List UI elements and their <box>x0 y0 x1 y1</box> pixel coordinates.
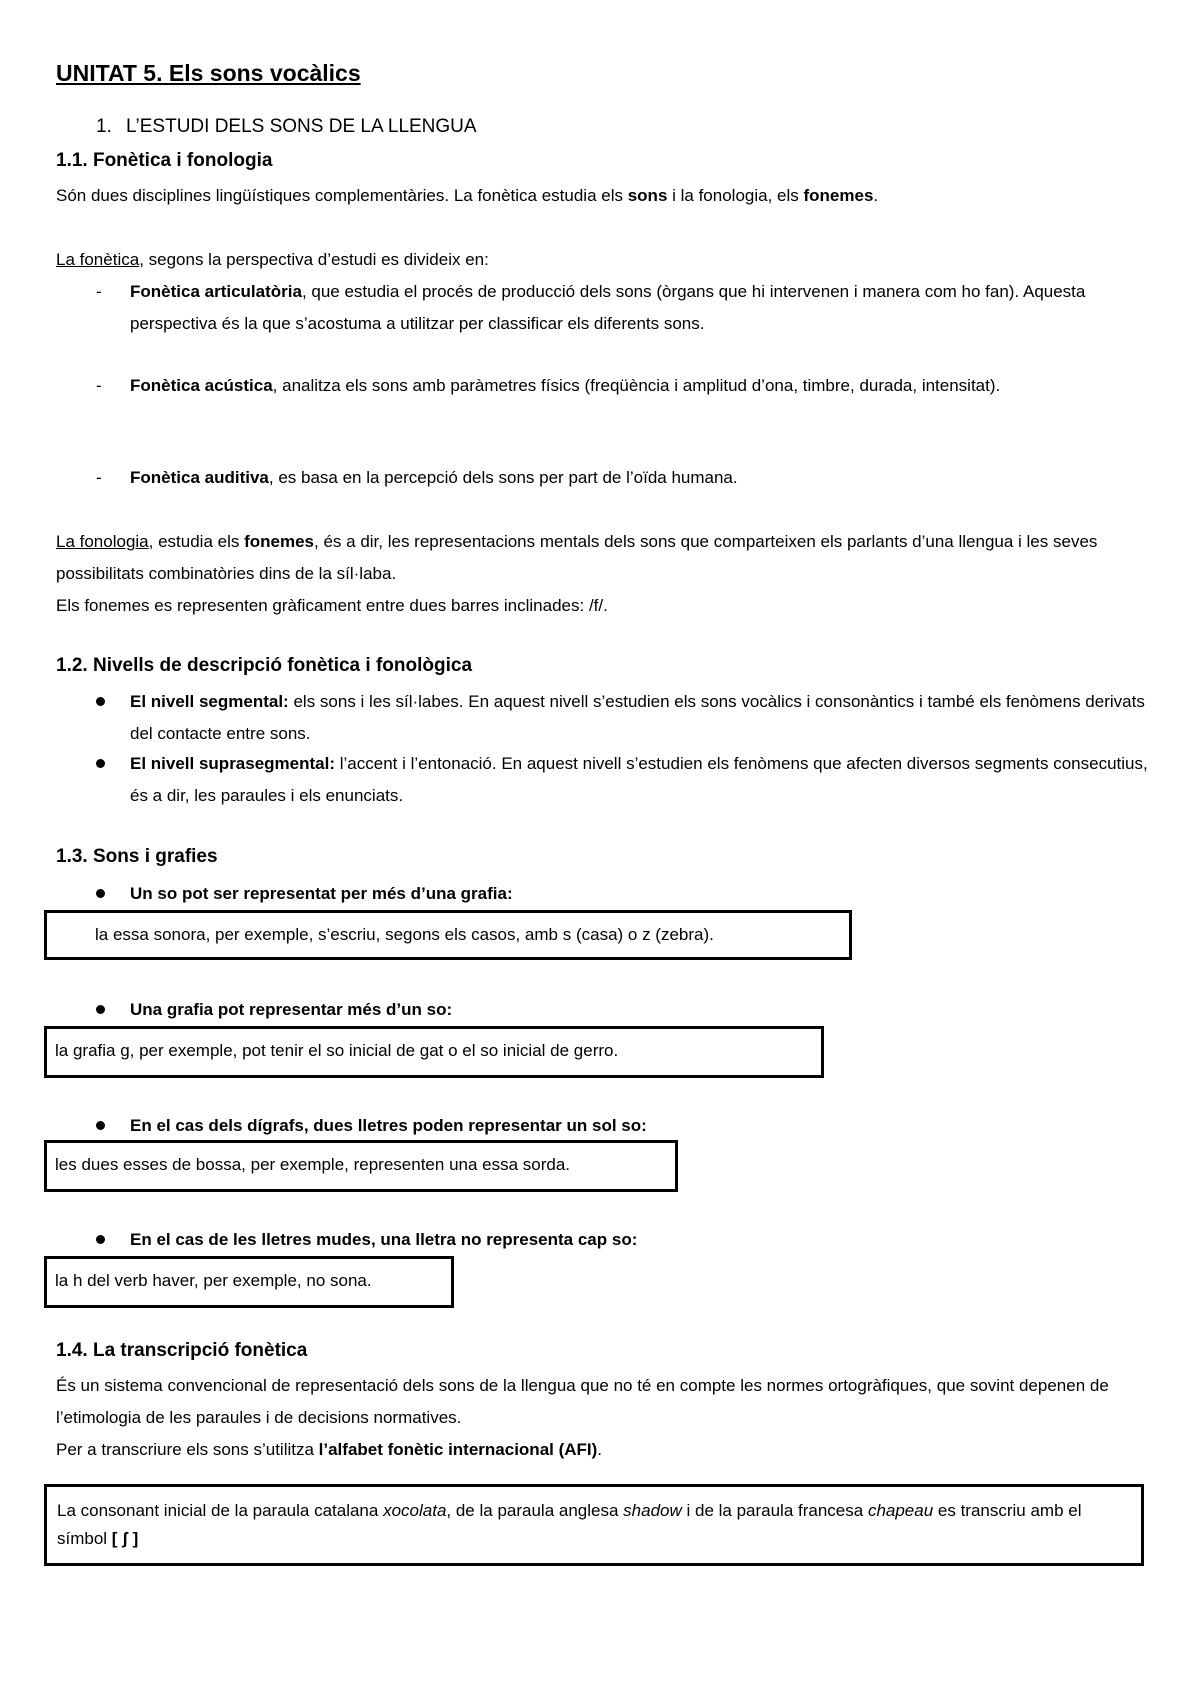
afi-paragraph <box>56 1434 1156 1466</box>
fonologia-label: La fonologia <box>56 532 149 551</box>
fonologia-text: , estudia els <box>148 532 245 551</box>
item-text: els sons i les síl·labes. En aquest nivell s’estudien els sons vocàlics i consonàntics i també els fenòmens derivats del contacte entre sons. <box>130 692 1145 743</box>
intro-paragraph <box>56 180 1156 212</box>
dash-marker: - <box>96 468 102 487</box>
page-title: UNITAT 5. Els sons vocàlics <box>56 60 361 86</box>
dash-list-item <box>96 276 1156 340</box>
intro-bold-sons: sons <box>627 186 668 205</box>
transcription-example-box <box>44 1484 1144 1566</box>
box-italic-word: xocolata <box>383 1501 447 1520</box>
subsection-heading-1-1: 1.1. Fonètica i fonologia <box>56 150 273 171</box>
bullet-list-item <box>96 878 1156 910</box>
box-text: La consonant inicial de la paraula catalana <box>57 1501 384 1520</box>
bullet-marker <box>96 697 105 706</box>
subsection-heading-1-2: 1.2. Nivells de descripció fonètica i fonològica <box>56 655 473 676</box>
afi-text: . <box>597 1440 603 1459</box>
bullet-marker <box>96 1235 105 1244</box>
item-text: , que estudia el procés de producció dels sons (òrgans que hi intervenen i manera com ho fan). Aquesta perspectiva és la que s’acostuma a utilitzar per classificar els diferents sons. <box>130 282 1086 333</box>
fonetica-paragraph <box>56 244 1156 276</box>
section-number: 1. <box>96 116 112 137</box>
dash-list-item <box>96 370 1156 402</box>
dash-marker: - <box>96 376 102 395</box>
box-italic-word: shadow <box>623 1501 682 1520</box>
dash-list-item <box>96 462 1156 494</box>
transcription-paragraph: És un sistema convencional de representació dels sons de la llengua que no té en compte les normes ortogràfiques, que sovint depenen de l’etimologia de les paraules i de decisions normatives. <box>56 1376 1109 1427</box>
afi-bold: l’alfabet fonètic internacional (AFI) <box>318 1440 598 1459</box>
example-box: la essa sonora, per exemple, s’escriu, segons els casos, amb s (casa) o z (zebra). <box>44 910 852 960</box>
afi-text: Per a transcriure els sons s’utilitza <box>56 1440 319 1459</box>
item-term: En el cas dels dígrafs, dues lletres poden representar un sol so: <box>130 1116 647 1135</box>
item-term: En el cas de les lletres mudes, una lletra no representa cap so: <box>130 1230 638 1249</box>
bullet-marker <box>96 759 105 768</box>
section-heading-1 <box>96 116 477 138</box>
item-text: l’accent i l’entonació. En aquest nivell s’estudien els fenòmens que afecten diversos segments consecutius, és a dir, les paraules i els enunciats. <box>130 754 1148 805</box>
box-text: , de la paraula anglesa <box>446 1501 624 1520</box>
fonetica-text: , segons la perspectiva d’estudi es divideix en: <box>139 250 489 269</box>
bullet-list-item <box>96 686 1156 750</box>
fonologia-paragraph <box>56 526 1156 590</box>
bullet-marker <box>96 1005 105 1014</box>
item-term: Un so pot ser representat per més d’una grafia: <box>130 884 513 903</box>
section-title: L’ESTUDI DELS SONS DE LA LLENGUA <box>126 116 477 137</box>
bullet-list-item <box>96 748 1156 812</box>
bullet-list-item <box>96 994 1156 1026</box>
bullet-marker <box>96 1121 105 1130</box>
subsection-heading-1-3: 1.3. Sons i grafies <box>56 846 218 867</box>
box-text: es transcriu amb el símbol <box>57 1501 1082 1548</box>
item-term: Fonètica auditiva <box>130 468 269 487</box>
bullet-list-item <box>96 1110 1156 1142</box>
item-term: Fonètica articulatòria <box>130 282 302 301</box>
subsection-heading-1-4: 1.4. La transcripció fonètica <box>56 1340 308 1361</box>
fonologia-bold: fonemes <box>244 532 315 551</box>
item-term: Una grafia pot representar més d’un so: <box>130 1000 453 1019</box>
bullet-list-item <box>96 1224 1156 1256</box>
fonologia-text: , és a dir, les representacions mentals dels sons que comparteixen els parlants d’una llengua i les seves possibilitats combinatòries dins de la síl·laba. <box>56 532 1098 583</box>
item-text: , es basa en la percepció dels sons per part de l’oïda humana. <box>268 468 738 487</box>
example-box: la h del verb haver, per exemple, no sona. <box>44 1256 454 1308</box>
item-term: El nivell segmental: <box>130 692 289 711</box>
fonetica-label: La fonètica <box>56 250 140 269</box>
intro-text: . <box>873 186 879 205</box>
item-text: , analitza els sons amb paràmetres físics (freqüència i amplitud d’ona, timbre, durada, intensitat). <box>272 376 1001 395</box>
example-box: les dues esses de bossa, per exemple, representen una essa sorda. <box>44 1140 678 1192</box>
item-term: El nivell suprasegmental: <box>130 754 336 773</box>
example-box: la grafia g, per exemple, pot tenir el so inicial de gat o el so inicial de gerro. <box>44 1026 824 1078</box>
intro-bold-fonemes: fonemes <box>803 186 874 205</box>
box-italic-word: chapeau <box>867 1501 934 1520</box>
fonemes-line: Els fonemes es representen gràficament entre dues barres inclinades: /f/. <box>56 596 608 615</box>
item-term: Fonètica acústica <box>130 376 273 395</box>
bullet-marker <box>96 889 105 898</box>
ipa-symbol: [ ʃ ] <box>111 1529 139 1548</box>
box-text: i de la paraula francesa <box>681 1501 868 1520</box>
intro-text: Són dues disciplines lingüístiques complementàries. La fonètica estudia els <box>56 186 628 205</box>
dash-marker: - <box>96 282 102 301</box>
intro-text: i la fonologia, els <box>667 186 804 205</box>
